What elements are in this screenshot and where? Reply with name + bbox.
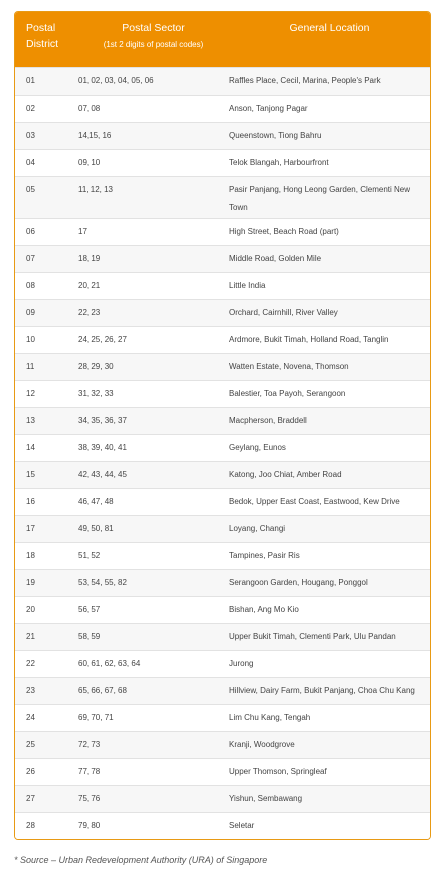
district-cell: 05 [26, 184, 35, 194]
district-cell: 09 [26, 307, 35, 317]
table-row [15, 461, 430, 488]
header-postal-district [15, 12, 78, 67]
table-row [15, 758, 430, 785]
district-cell: 10 [26, 334, 35, 344]
sector-cell: 38, 39, 40, 41 [78, 442, 127, 452]
sector-cell: 42, 43, 44, 45 [78, 469, 127, 479]
location-cell: Orchard, Cairnhill, River Valley [229, 307, 338, 317]
table-row [15, 812, 430, 839]
district-cell: 24 [26, 712, 35, 722]
location-cell: Ardmore, Bukit Timah, Holland Road, Tanglin [229, 334, 389, 344]
district-cell: 08 [26, 280, 35, 290]
table-row [15, 488, 430, 515]
header-row [15, 12, 430, 67]
district-cell: 07 [26, 253, 35, 263]
location-cell: Balestier, Toa Payoh, Serangoon [229, 388, 346, 398]
table-header [15, 12, 430, 67]
sector-cell: 11, 12, 13 [78, 184, 113, 194]
table-row [15, 785, 430, 812]
location-cell: Serangoon Garden, Hougang, Ponggol [229, 577, 368, 587]
sector-cell: 28, 29, 30 [78, 361, 114, 371]
district-cell: 13 [26, 415, 35, 425]
table-row [15, 245, 430, 272]
sector-cell: 14,15, 16 [78, 130, 112, 140]
location-cell: Upper Thomson, Springleaf [229, 766, 327, 776]
location-cell: Hillview, Dairy Farm, Bukit Panjang, Choa Chu Kang [229, 685, 415, 695]
table-row [15, 677, 430, 704]
table-row [15, 299, 430, 326]
sector-cell: 75, 76 [78, 793, 101, 803]
location-cell: Loyang, Changi [229, 523, 286, 533]
table-row [15, 218, 430, 245]
table-row [15, 67, 430, 95]
district-cell: 11 [26, 361, 35, 371]
district-cell: 17 [26, 523, 35, 533]
district-cell: 14 [26, 442, 35, 452]
district-cell: 26 [26, 766, 35, 776]
table-row [15, 515, 430, 542]
table-row [15, 731, 430, 758]
header-general-location: General Location [289, 22, 370, 34]
location-cell: Raffles Place, Cecil, Marina, People's Park [229, 76, 381, 85]
table-row [15, 650, 430, 677]
location-cell: Middle Road, Golden Mile [229, 253, 322, 263]
location-cell: Macpherson, Braddell [229, 415, 307, 425]
sector-cell: 79, 80 [78, 820, 101, 830]
table-row [15, 122, 430, 149]
table-row [15, 176, 430, 218]
sector-cell: 01, 02, 03, 04, 05, 06 [78, 76, 154, 85]
district-cell: 01 [26, 76, 35, 85]
location-cell: High Street, Beach Road (part) [229, 226, 339, 236]
location-cell: Lim Chu Kang, Tengah [229, 712, 311, 722]
district-cell: 18 [26, 550, 35, 560]
district-cell: 27 [26, 793, 35, 803]
sector-cell: 56, 57 [78, 604, 101, 614]
header-postal-sector-subtitle: (1st 2 digits of postal codes) [103, 40, 204, 49]
table-row [15, 569, 430, 596]
sector-cell: 58, 59 [78, 631, 101, 641]
sector-cell: 77, 78 [78, 766, 101, 776]
header-postal-sector [78, 12, 229, 67]
table-row [15, 272, 430, 299]
location-cell: Watten Estate, Novena, Thomson [229, 361, 349, 371]
location-cell: Anson, Tanjong Pagar [229, 103, 308, 113]
district-cell: 15 [26, 469, 35, 479]
district-cell: 02 [26, 103, 35, 113]
location-cell: Tampines, Pasir Ris [229, 550, 300, 560]
sector-cell: 07, 08 [78, 103, 101, 113]
district-cell: 06 [26, 226, 35, 236]
district-cell: 22 [26, 658, 35, 668]
sector-cell: 46, 47, 48 [78, 496, 114, 506]
table-body [15, 67, 430, 839]
sector-cell: 22, 23 [78, 307, 101, 317]
table-row [15, 623, 430, 650]
district-cell: 16 [26, 496, 35, 506]
sector-cell: 60, 61, 62, 63, 64 [78, 658, 141, 668]
postal-district-table-container [14, 11, 431, 840]
sector-cell: 09, 10 [78, 157, 101, 167]
header-postal-district-line2: District [26, 38, 59, 50]
table-row [15, 380, 430, 407]
location-cell: Bishan, Ang Mo Kio [229, 604, 299, 614]
location-cell: Jurong [229, 658, 254, 668]
table-row [15, 149, 430, 176]
header-postal-district-line1: Postal [26, 22, 56, 34]
table-row [15, 353, 430, 380]
table-row [15, 704, 430, 731]
sector-cell: 24, 25, 26, 27 [78, 334, 127, 344]
postal-district-table [15, 12, 430, 839]
location-cell: Yishun, Sembawang [229, 793, 303, 803]
source-footnote: * Source – Urban Redevelopment Authority (URA) of Singapore [14, 855, 268, 865]
location-cell: Katong, Joo Chiat, Amber Road [229, 469, 342, 479]
sector-cell: 51, 52 [78, 550, 101, 560]
sector-cell: 53, 54, 55, 82 [78, 577, 127, 587]
table-row [15, 95, 430, 122]
location-cell: Seletar [229, 820, 255, 830]
table-row [15, 434, 430, 461]
table-row [15, 326, 430, 353]
location-cell: Kranji, Woodgrove [229, 739, 295, 749]
district-cell: 12 [26, 388, 35, 398]
header-postal-sector-title: Postal Sector [122, 22, 185, 34]
district-cell: 25 [26, 739, 35, 749]
district-cell: 21 [26, 631, 35, 641]
sector-cell: 65, 66, 67, 68 [78, 685, 127, 695]
table-row [15, 596, 430, 623]
location-cell: Geylang, Eunos [229, 442, 286, 452]
district-cell: 03 [26, 130, 35, 140]
sector-cell: 18, 19 [78, 253, 101, 263]
district-cell: 23 [26, 685, 35, 695]
location-cell: Telok Blangah, Harbourfront [229, 157, 329, 167]
district-cell: 20 [26, 604, 35, 614]
location-cell: Queenstown, Tiong Bahru [229, 130, 322, 140]
sector-cell: 69, 70, 71 [78, 712, 114, 722]
table-row [15, 542, 430, 569]
sector-cell: 20, 21 [78, 280, 101, 290]
district-cell: 28 [26, 820, 35, 830]
district-cell: 19 [26, 577, 35, 587]
location-cell: Upper Bukit Timah, Clementi Park, Ulu Pandan [229, 631, 396, 641]
sector-cell: 31, 32, 33 [78, 388, 114, 398]
location-cell: Little India [229, 280, 266, 290]
location-cell: Bedok, Upper East Coast, Eastwood, Kew Drive [229, 496, 400, 506]
district-cell: 04 [26, 157, 35, 167]
location-cell: Pasir Panjang, Hong Leong Garden, Clementi New Town [229, 184, 410, 212]
sector-cell: 34, 35, 36, 37 [78, 415, 127, 425]
sector-cell: 72, 73 [78, 739, 101, 749]
sector-cell: 17 [78, 226, 87, 236]
table-row [15, 407, 430, 434]
sector-cell: 49, 50, 81 [78, 523, 114, 533]
